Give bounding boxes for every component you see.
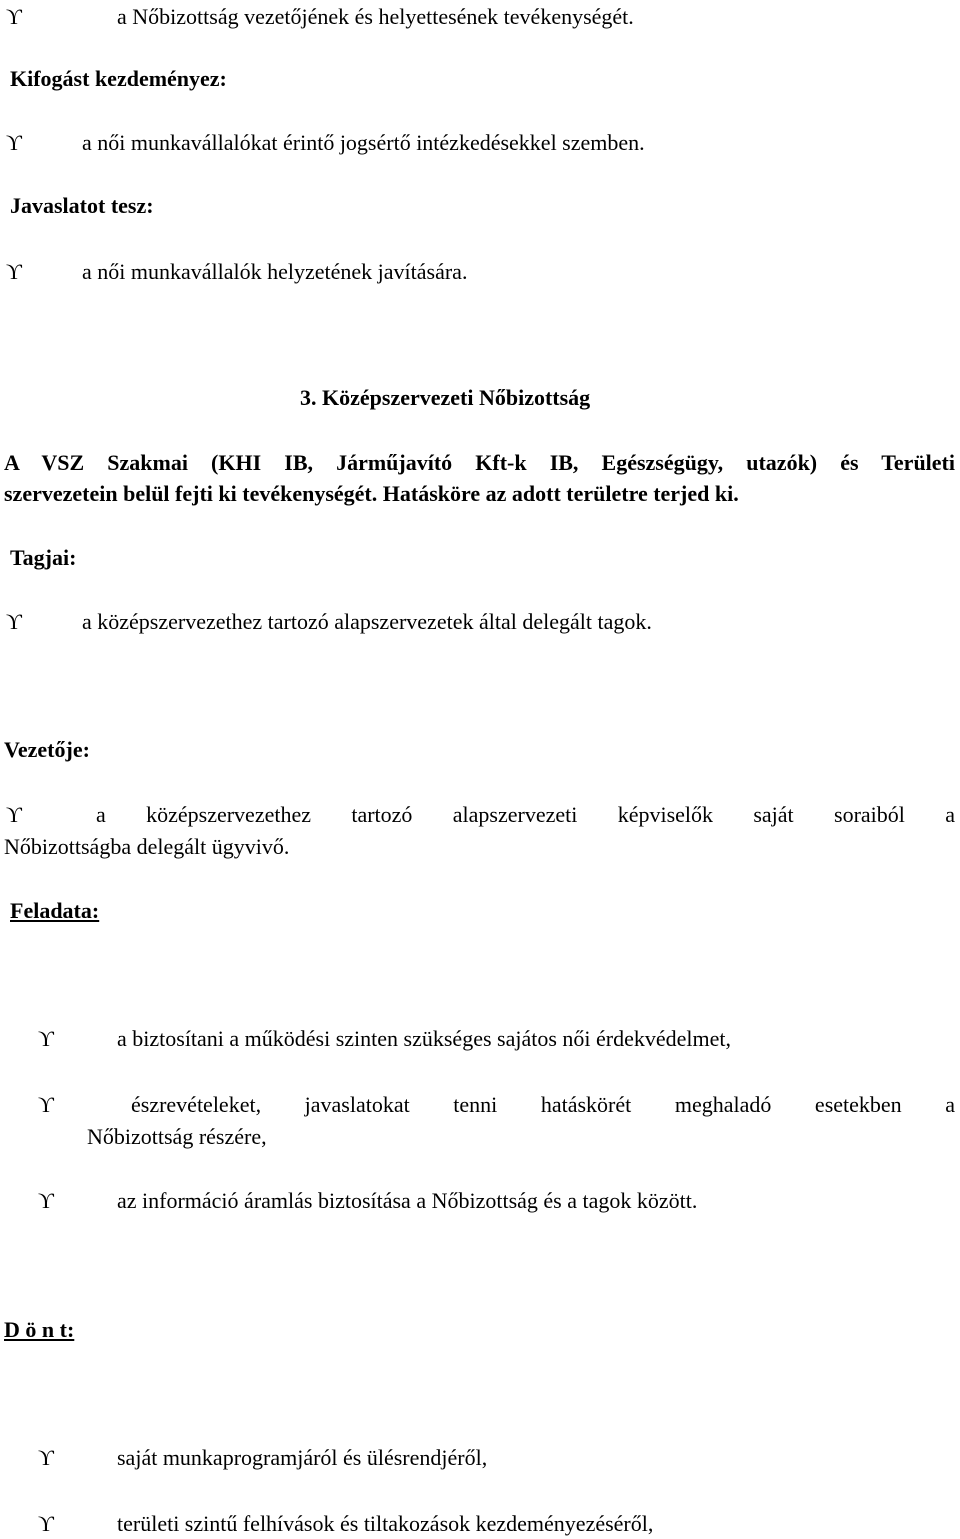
section-title: 3. Középszervezeti Nőbizottság <box>300 385 591 410</box>
list-item-continuation: Nőbizottság részére, <box>87 1124 267 1149</box>
section-heading-vezetoje: Vezetője: <box>4 737 90 762</box>
intro-line: szervezetein belül fejti ki tevékenységét. Hatásköre az adott területre terjed ki. <box>4 481 739 506</box>
list-item: az információ áramlás biztosítása a Nőbizottság és a tagok között. <box>117 1188 698 1213</box>
section-heading-kifogas: Kifogást kezdeményez: <box>10 66 227 91</box>
section-heading-javaslat: Javaslatot tesz: <box>10 193 154 218</box>
list-item: a női munkavállalók helyzetének javítására. <box>82 259 468 284</box>
list-item: a középszervezethez tartozó alapszervezetek által delegált tagok. <box>82 609 652 634</box>
list-item: a középszervezethez tartozó alapszervezeti képviselők saját soraiból a <box>96 802 955 827</box>
list-item: észrevételeket, javaslatokat tenni hatáskörét meghaladó esetekben a <box>131 1092 955 1117</box>
list-item: a biztosítani a működési szinten szükséges sajátos női érdekvédelmet, <box>117 1026 732 1051</box>
section-heading-feladata: Feladata: <box>10 898 100 923</box>
intro-line: A VSZ Szakmai (KHI IB, Járműjavító Kft-k IB, Egészségügy, utazók) és Területi <box>4 450 955 475</box>
bullet-icon: ϒ <box>38 1026 54 1051</box>
bullet-icon: ϒ <box>38 1445 54 1470</box>
bullet-icon: ϒ <box>6 609 22 634</box>
bullet-icon: ϒ <box>38 1188 54 1213</box>
bullet-icon: ϒ <box>6 130 22 155</box>
bullet-icon: ϒ <box>6 4 22 29</box>
bullet-icon: ϒ <box>6 802 22 827</box>
section-heading-dont: D ö n t: <box>4 1317 75 1342</box>
list-item: a női munkavállalókat érintő jogsértő intézkedésekkel szemben. <box>82 130 645 155</box>
list-item: saját munkaprogramjáról és ülésrendjéről, <box>117 1445 488 1470</box>
bullet-icon: ϒ <box>6 259 22 284</box>
bullet-icon: ϒ <box>38 1511 54 1536</box>
list-item: a Nőbizottság vezetőjének és helyettesének tevékenységét. <box>117 4 634 29</box>
section-heading-tagjai: Tagjai: <box>10 545 77 570</box>
bullet-icon: ϒ <box>38 1092 54 1117</box>
list-item-continuation: Nőbizottságba delegált ügyvivő. <box>4 834 290 859</box>
list-item: területi szintű felhívások és tiltakozások kezdeményezéséről, <box>117 1511 654 1536</box>
